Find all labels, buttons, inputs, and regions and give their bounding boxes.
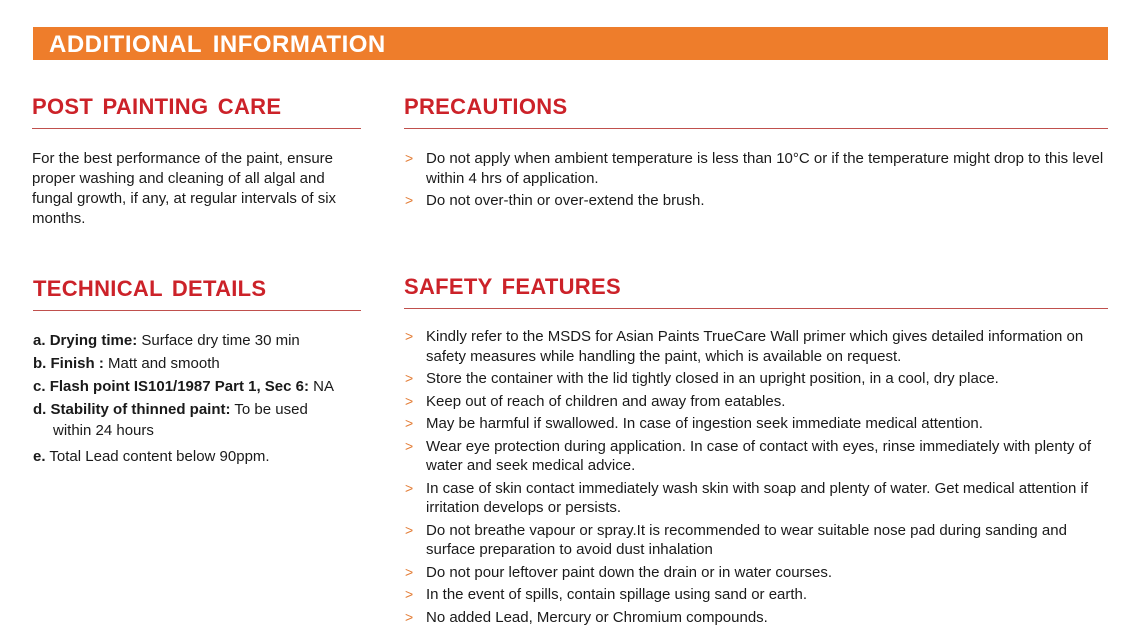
item-label: Stability of thinned paint: bbox=[50, 401, 231, 418]
item-value-continued: within 24 hours bbox=[53, 422, 154, 439]
list-item: > May be harmful if swallowed. In case of ingestion seek immediate medical attention. bbox=[404, 414, 1108, 434]
list-item: > Do not apply when ambient temperature is less than 10°C or if the temperature might drop to this level within 4 hrs of application. bbox=[404, 149, 1108, 188]
item-value: To be used bbox=[234, 401, 308, 418]
item-value: Surface dry time 30 min bbox=[141, 332, 300, 349]
item-value: Matt and smooth bbox=[108, 355, 220, 372]
banner-title: ADDITIONAL INFORMATION bbox=[49, 31, 386, 58]
precautions-list bbox=[404, 149, 1108, 211]
item-label: Drying time: bbox=[49, 332, 138, 349]
precautions-heading: PRECAUTIONS bbox=[404, 94, 1108, 129]
precautions-section bbox=[404, 94, 1108, 214]
list-item: > Kindly refer to the MSDS for Asian Paints TrueCare Wall primer which gives detailed information on safety measures while handling the paint, which is available on request. bbox=[404, 327, 1108, 366]
additional-information-banner bbox=[33, 27, 1108, 60]
list-item bbox=[33, 446, 361, 467]
item-marker: c. bbox=[33, 378, 46, 395]
post-painting-care-section bbox=[32, 94, 361, 229]
post-painting-care-heading: POST PAINTING CARE bbox=[32, 94, 361, 129]
list-item bbox=[33, 376, 361, 397]
list-item: > Do not breathe vapour or spray.It is recommended to wear suitable nose pad during sanding and surface preparation to avoid dust inhalation bbox=[404, 521, 1108, 560]
list-item bbox=[33, 330, 361, 351]
list-item: > Keep out of reach of children and away from eatables. bbox=[404, 392, 1108, 412]
list-item bbox=[33, 353, 361, 374]
safety-features-section bbox=[404, 274, 1108, 630]
list-item: > Do not pour leftover paint down the drain or in water courses. bbox=[404, 563, 1108, 583]
item-marker: d. bbox=[33, 401, 47, 418]
technical-details-heading: TECHNICAL DETAILS bbox=[33, 276, 361, 311]
list-item bbox=[33, 399, 361, 441]
item-label: Finish : bbox=[50, 355, 104, 372]
safety-features-list bbox=[404, 327, 1108, 627]
item-marker: a. bbox=[33, 332, 46, 349]
technical-details-section bbox=[33, 276, 361, 469]
list-item: > Wear eye protection during application. In case of contact with eyes, rinse immediately with plenty of water and seek medical advice. bbox=[404, 437, 1108, 476]
item-value: Total Lead content below 90ppm. bbox=[49, 448, 270, 465]
list-item: > Store the container with the lid tightly closed in an upright position, in a cool, dry place. bbox=[404, 369, 1108, 389]
item-value: NA bbox=[313, 378, 334, 395]
list-item: > Do not over-thin or over-extend the brush. bbox=[404, 191, 1108, 211]
safety-features-heading: SAFETY FEATURES bbox=[404, 274, 1108, 309]
item-label: Flash point IS101/1987 Part 1, Sec 6: bbox=[49, 378, 309, 395]
technical-details-list bbox=[33, 330, 361, 467]
post-painting-care-text: For the best performance of the paint, ensure proper washing and cleaning of all algal and fungal growth, if any, at regular intervals of six months. bbox=[32, 150, 337, 227]
item-marker: b. bbox=[33, 355, 47, 372]
list-item: > In the event of spills, contain spillage using sand or earth. bbox=[404, 585, 1108, 605]
item-marker: e. bbox=[33, 448, 46, 465]
list-item: > No added Lead, Mercury or Chromium compounds. bbox=[404, 608, 1108, 628]
list-item: > In case of skin contact immediately wash skin with soap and plenty of water. Get medical attention if irritation develops or persists. bbox=[404, 479, 1108, 518]
